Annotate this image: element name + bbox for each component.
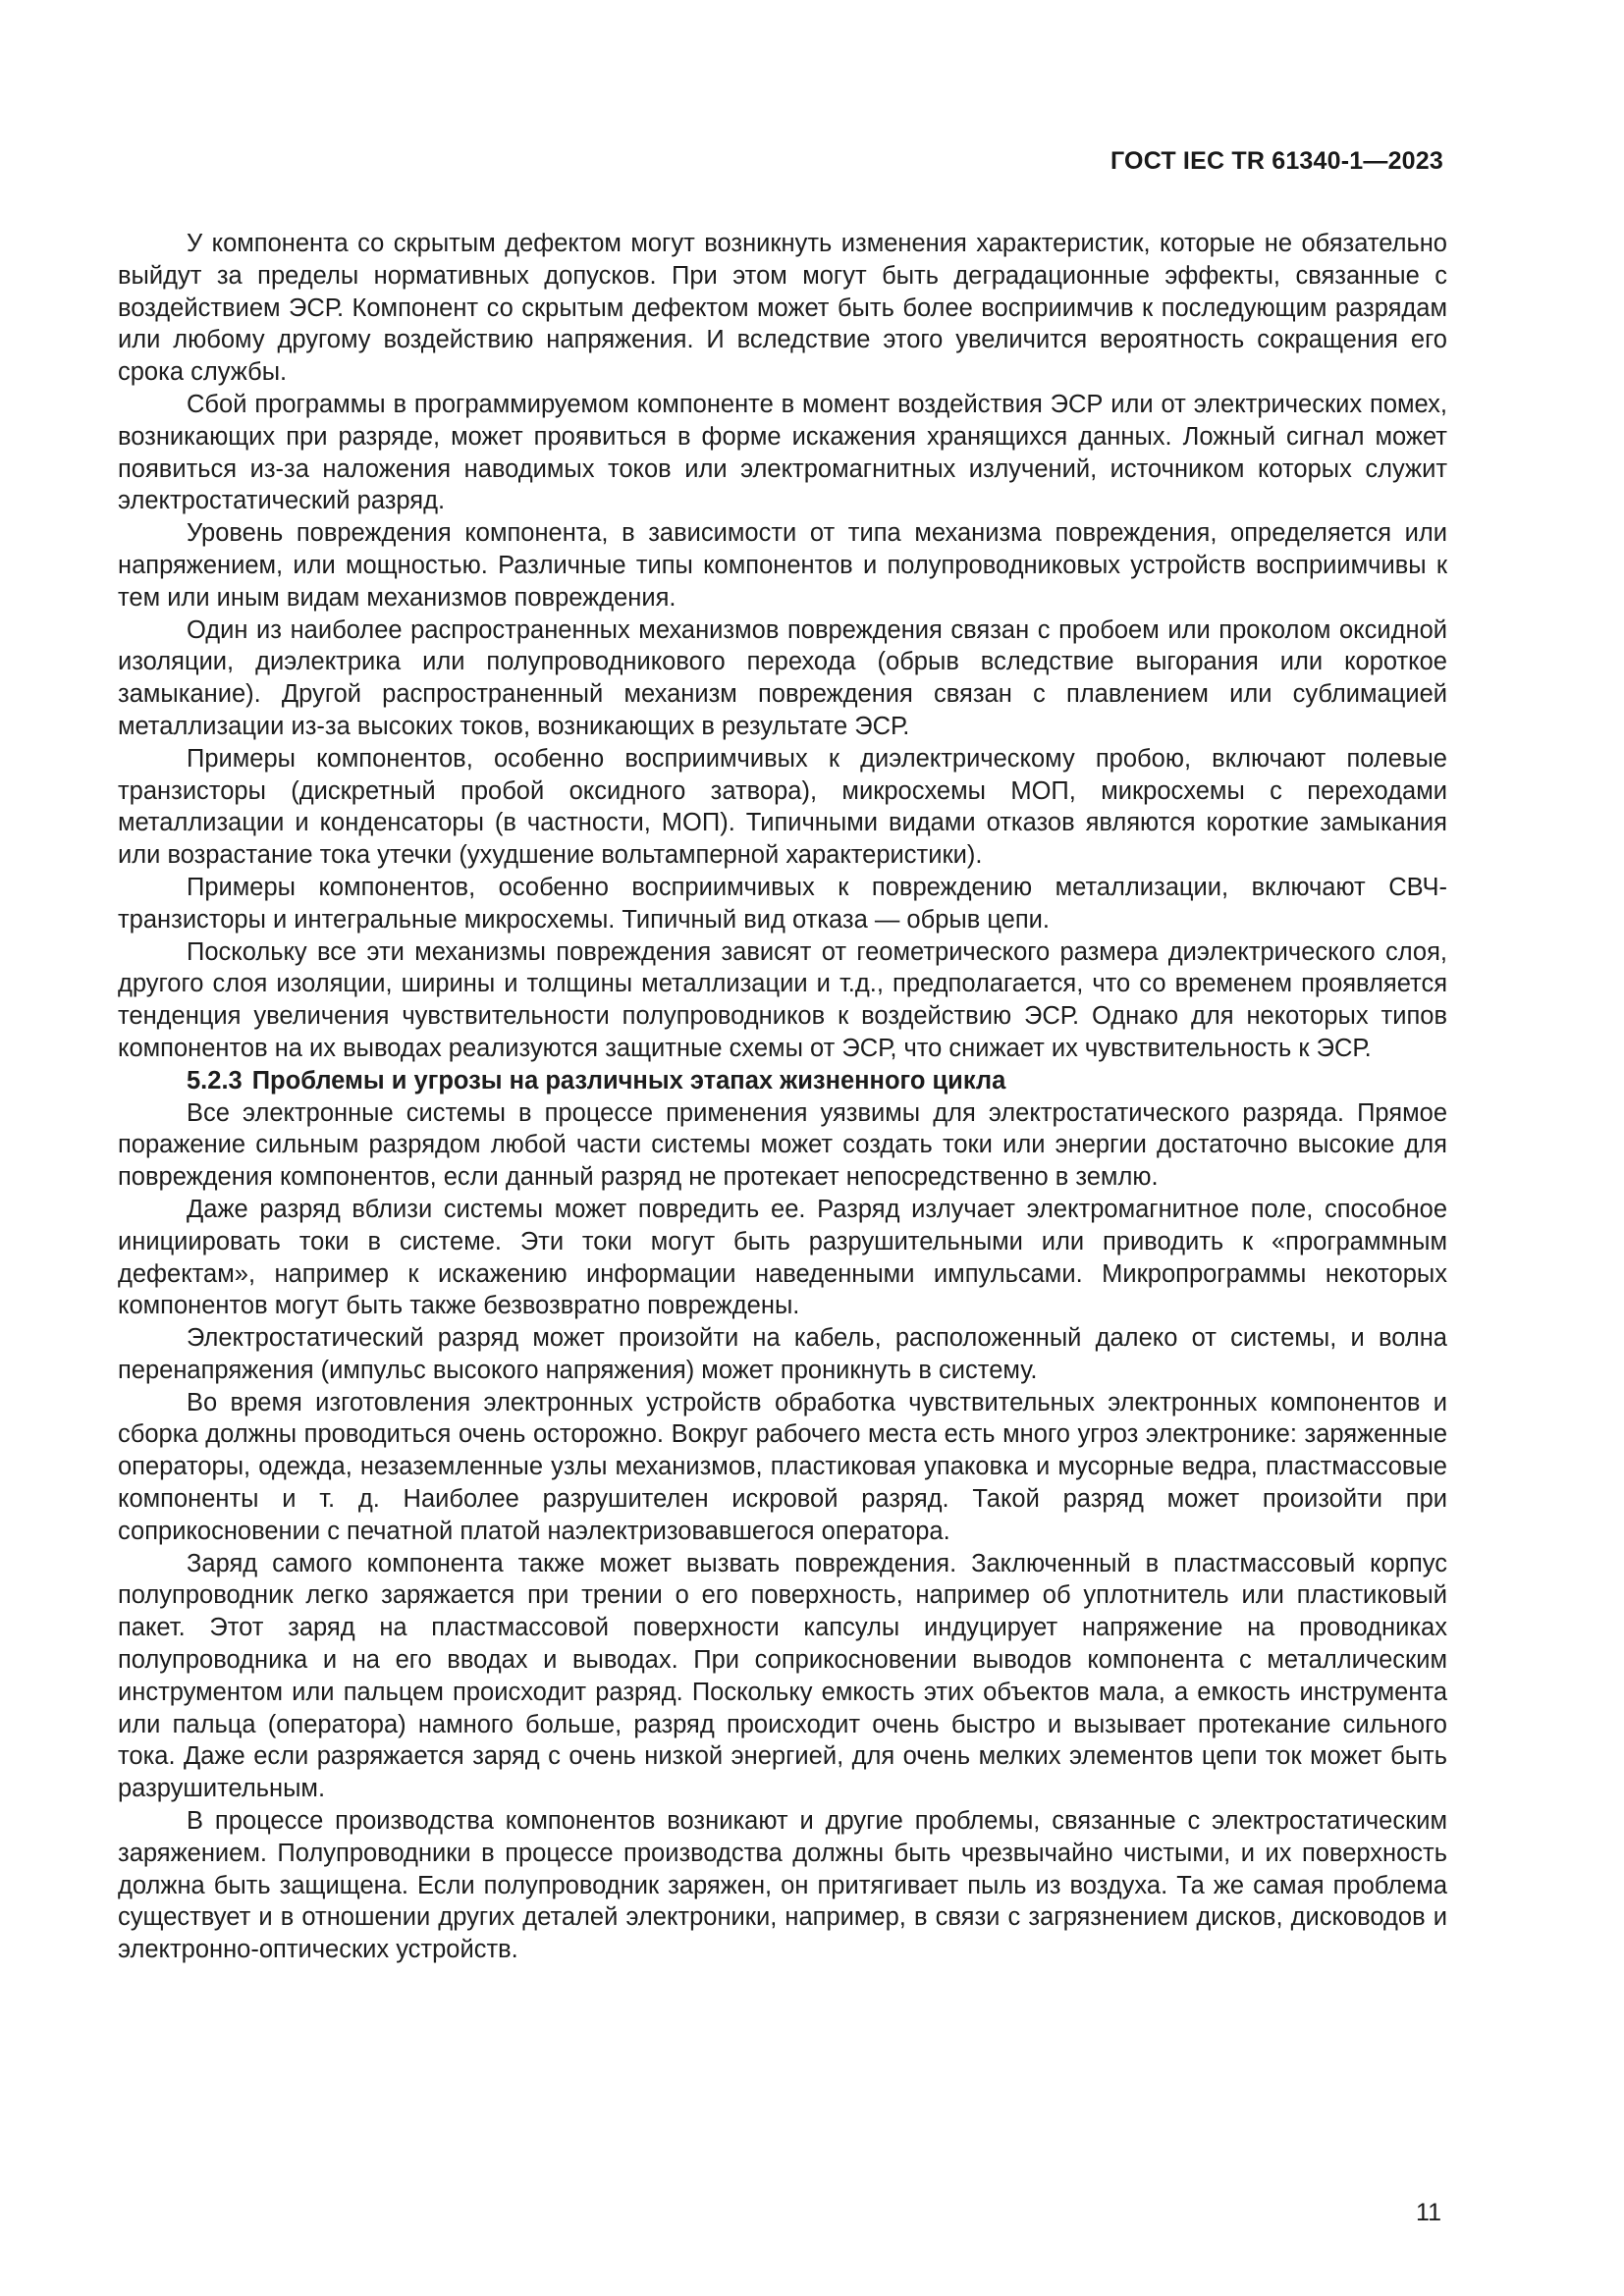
body-paragraph: Поскольку все эти механизмы повреждения зависят от геометрического размера диэлектрического слоя, другого слоя изоляции, ширины и толщины металлизации и т.д., предполагается, что со временем проявляется тенденция увеличения чувствительности полупроводников к воздействию ЭСР. Однако для некоторых типов компонентов на их выводах реализуются защитные схемы от ЭСР, что снижает их чувствительность к ЭСР.: [118, 937, 1447, 1062]
body-paragraph: Во время изготовления электронных устройств обработка чувствительных электронных компонентов и сборка должны проводиться очень осторожно. Вокруг рабочего места есть много угроз электронике: заряженные операторы, одежда, незаземленные узлы механизмов, пластиковая упаковка и мусорные ведра, пластмассовые компоненты и т. д. Наиболее разрушителен искровой разряд. Такой разряд может произойти при соприкосновении с печатной платой наэлектризовавшегося оператора.: [118, 1388, 1447, 1545]
document-body: [118, 228, 1447, 1966]
body-paragraph: Один из наиболее распространенных механизмов повреждения связан с пробоем или проколом оксидной изоляции, диэлектрика или полупроводникового перехода (обрыв вследствие выгорания или короткое замыкание). Другой распространенный механизм повреждения связан с плавлением или сублимацией металлизации из-за высоких токов, возникающих в результате ЭСР.: [118, 615, 1447, 740]
standard-code-header: ГОСТ IEC TR 61340-1—2023: [1110, 147, 1443, 175]
body-paragraph: В процессе производства компонентов возникают и другие проблемы, связанные с электростатическим заряжением. Полупроводники в процессе производства должны быть чрезвычайно чистыми, и их поверхность должна быть защищена. Если полупроводник заряжен, он притягивает пыль из воздуха. Та же самая проблема существует и в отношении других деталей электроники, например, в связи с загрязнением дисков, дисководов и электронно-оптических устройств.: [118, 1807, 1447, 1964]
body-paragraph: Все электронные системы в процессе применения уязвимы для электростатического разряда. Прямое поражение сильным разрядом любой части системы может создать токи или энергии достаточно высокие для повреждения компонентов, если данный разряд не протекает непосредственно в землю.: [118, 1098, 1447, 1192]
body-paragraph: Примеры компонентов, особенно восприимчивых к диэлектрическому пробою, включают полевые транзисторы (дискретный пробой оксидного затвора), микросхемы МОП, микросхемы с переходами металлизации и конденсаторы (в частности, МОП). Типичными видами отказов являются короткие замыкания или возрастание тока утечки (ухудшение вольтамперной характеристики).: [118, 744, 1447, 870]
body-paragraph: У компонента со скрытым дефектом могут возникнуть изменения характеристик, которые не обязательно выйдут за пределы нормативных допусков. При этом могут быть деградационные эффекты, связанные с воздействием ЭСР. Компонент со скрытым дефектом может быть более восприимчив к последующим разрядам или любому другому воздействию напряжения. И вследствие этого увеличится вероятность сокращения его срока службы.: [118, 230, 1447, 387]
body-paragraph: Примеры компонентов, особенно восприимчивых к повреждению металлизации, включают СВЧ-транзисторы и интегральные микросхемы. Типичный вид отказа — обрыв цепи.: [118, 873, 1447, 934]
body-paragraph: Уровень повреждения компонента, в зависимости от типа механизма повреждения, определяется или напряжением, или мощностью. Различные типы компонентов и полупроводниковых устройств восприимчивы к тем или иным видам механизмов повреждения.: [118, 519, 1447, 612]
section-number: 5.2.3: [187, 1066, 243, 1095]
body-paragraph: Сбой программы в программируемом компоненте в момент воздействия ЭСР или от электрических помех, возникающих при разряде, может проявиться в форме искажения хранящихся данных. Ложный сигнал может появиться из-за наложения наводимых токов или электромагнитных излучений, источником которых служит электростатический разряд.: [118, 390, 1447, 515]
page-number: 11: [1416, 2199, 1441, 2226]
section-title: Проблемы и угрозы на различных этапах жизненного цикла: [251, 1066, 1006, 1095]
body-paragraph: Электростатический разряд может произойти на кабель, расположенный далеко от системы, и волна перенапряжения (импульс высокого напряжения) может проникнуть в систему.: [118, 1324, 1447, 1384]
body-paragraph: Даже разряд вблизи системы может повредить ее. Разряд излучает электромагнитное поле, способное инициировать токи в системе. Эти токи могут быть разрушительными или приводить к «программным дефектам», например к искажению информации наведенными импульсами. Микропрограммы некоторых компонентов могут быть также безвозвратно повреждены.: [118, 1195, 1447, 1320]
body-paragraph: Заряд самого компонента также может вызвать повреждения. Заключенный в пластмассовый корпус полупроводник легко заряжается при трении о его поверхность, например об уплотнитель или пластиковый пакет. Этот заряд на пластмассовой поверхности капсулы индуцирует напряжение на проводниках полупроводника и на его вводах и выводах. При соприкосновении выводов компонента с металлическим инструментом или пальцем происходит разряд. Поскольку емкость этих объектов мала, а емкость инструмента или пальца (оператора) намного больше, разряд происходит очень быстро и вызывает протекание сильного тока. Даже если разряжается заряд с очень низкой энергией, для очень мелких элементов цепи ток может быть разрушительным.: [118, 1549, 1447, 1803]
section-heading: [118, 1065, 1447, 1097]
